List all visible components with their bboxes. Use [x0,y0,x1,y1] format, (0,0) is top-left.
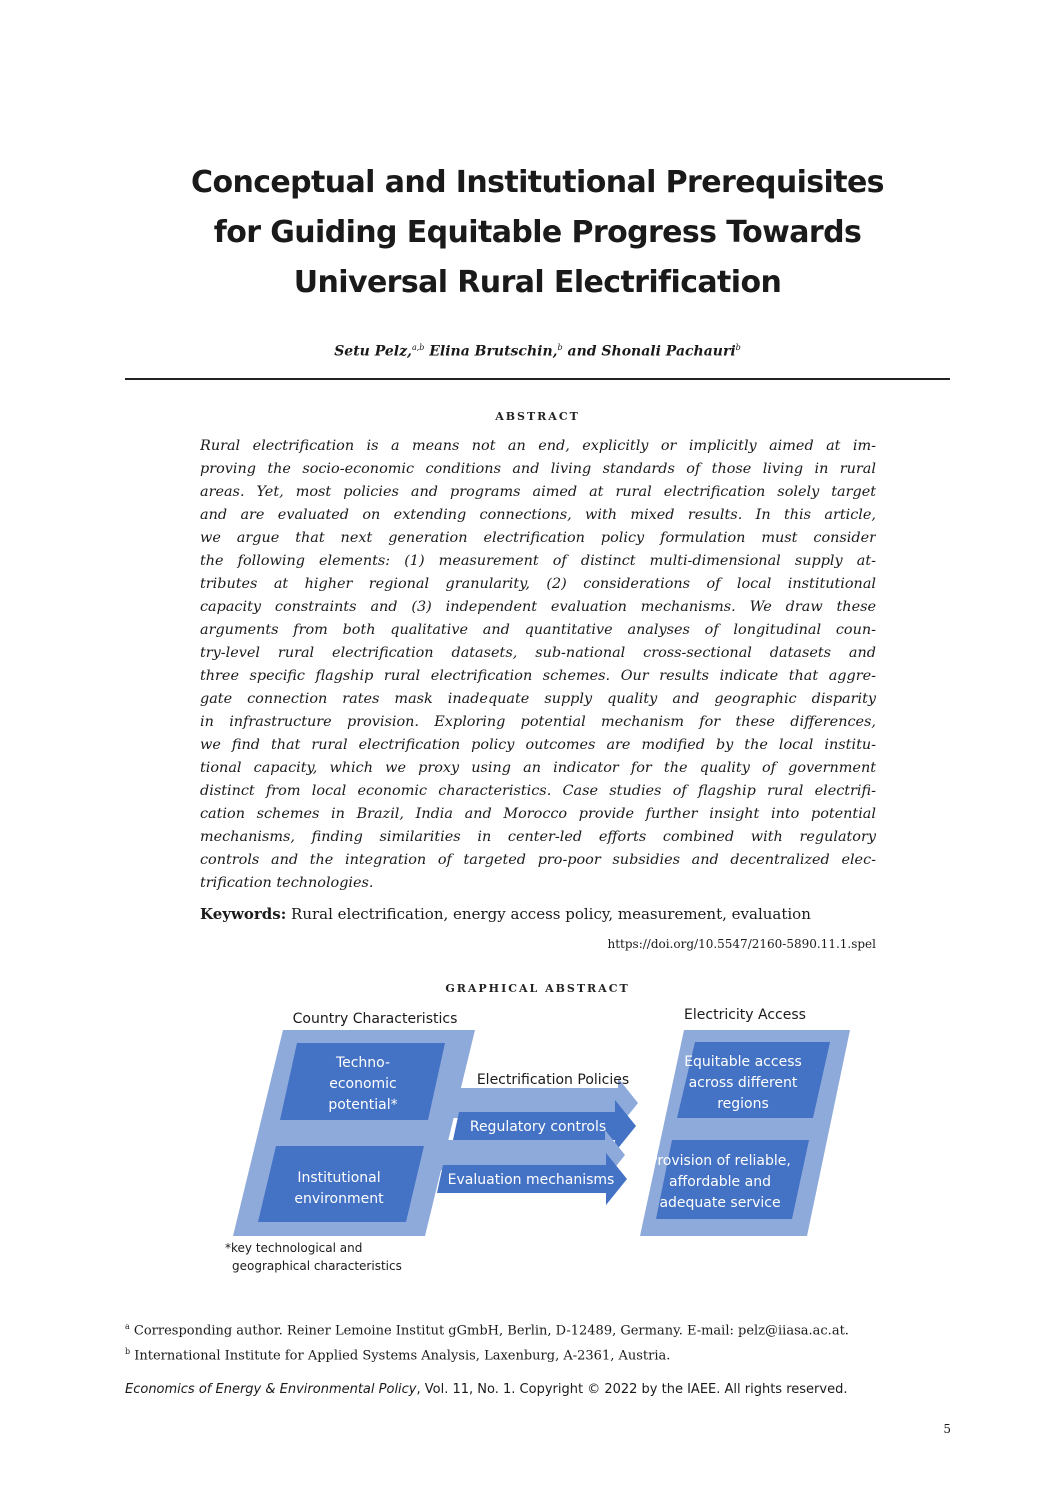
techno-line-1: Techno- [335,1055,391,1071]
journal-citation [125,1382,847,1397]
author-3: and Shonali Pachauri [562,343,736,360]
middle-title: Electrification Policies [476,1072,630,1088]
keywords-label: Keywords: [200,905,287,923]
abstract-line: areas. Yet, most policies and programs aimed at rural electrification solely target [200,484,876,500]
abstract-line: try-level rural electrification datasets, sub-national cross-sectional datasets and [200,645,876,661]
abstract-line: we argue that next generation electrification policy formulation must consider [200,530,876,546]
abstract-line: Rural electrification is a means not an end, explicitly or implicitly aimed at im- [200,438,876,454]
institutional-line-2: environment [294,1191,384,1207]
provision-line-2: affordable and [669,1174,771,1190]
abstract-body [200,435,876,895]
author-list [125,343,950,360]
equitable-line-1: Equitable access [684,1054,802,1070]
abstract-line: tributes at higher regional granularity, (2) considerations of local institutional [200,576,876,592]
abstract-line: the following elements: (1) measurement of distinct multi-dimensional supply at- [200,553,876,569]
author-2: Elina Brutschin, [424,343,558,360]
title-line-1: Conceptual and Institutional Prerequisites [191,165,884,200]
abstract-line: gate connection rates mask inadequate supply quality and geographic disparity [200,691,876,707]
abstract-line: cation schemes in Brazil, India and Morocco provide further insight into potential [200,806,876,822]
diagram-footnote-line-1: *key technological and [225,1241,363,1255]
footnote-a [125,1316,849,1341]
abstract-line: proving the socio-economic conditions and living standards of those living in rural [200,461,876,477]
abstract-line: distinct from local economic characteristics. Case studies of flagship rural electrifi- [200,783,876,799]
footnote-b [125,1341,849,1366]
abstract-line: we find that rural electrification policy outcomes are modified by the local institu- [200,737,876,753]
evaluation-label: Evaluation mechanisms [447,1172,615,1188]
provision-line-1: Provision of reliable, [649,1153,791,1169]
footnote-a-marker: a [125,1322,130,1331]
abstract-line: controls and the integration of targeted pro-poor subsidies and decentralized elec- [200,852,876,868]
institutional-line-1: Institutional [297,1170,381,1186]
keywords-text: Rural electrification, energy access policy, measurement, evaluation [286,905,811,923]
journal-details: , Vol. 11, No. 1. Copyright © 2022 by the IAEE. All rights reserved. [416,1382,848,1397]
abstract-line: mechanisms, finding similarities in center-led efforts combined with regulatory [200,829,876,845]
abstract-line: three specific flagship rural electrification schemes. Our results indicate that aggre- [200,668,876,684]
footnote-b-marker: b [125,1347,131,1357]
equitable-line-2: across different [688,1075,798,1091]
regulatory-label: Regulatory controls [469,1119,607,1135]
title-divider [125,378,950,380]
graphical-abstract-heading: GRAPHICAL ABSTRACT [445,982,630,995]
equitable-line-3: regions [717,1096,769,1112]
abstract-line: tional capacity, which we proxy using an indicator for the quality of government [200,760,876,776]
footnote-a-text: Corresponding author. Reiner Lemoine Institut gGmbH, Berlin, D-12489, Germany. E-mail: pelz@iiasa.ac.at. [129,1323,849,1339]
footnote-b-text: International Institute for Applied Systems Analysis, Laxenburg, A-2361, Austria. [130,1348,671,1364]
techno-line-3: potential* [328,1097,398,1113]
abstract-line: and are evaluated on extending connections, with mixed results. In this article, [200,507,876,523]
abstract-line: arguments from both qualitative and quantitative analyses of longitudinal coun- [200,622,876,638]
author-1-affiliation: a,b [411,343,425,352]
title-line-3: Universal Rural Electrification [293,265,782,300]
footnotes [125,1316,849,1367]
left-panel-title: Country Characteristics [292,1011,458,1027]
abstract-heading: ABSTRACT [495,410,580,423]
graphical-abstract-diagram [220,1000,860,1285]
doi-link[interactable]: https://doi.org/10.5547/2160-5890.11.1.spel [607,937,876,951]
title-line-2: for Guiding Equitable Progress Towards [213,215,862,250]
keywords [200,905,811,923]
abstract-line: capacity constraints and (3) independent evaluation mechanisms. We draw these [200,599,876,615]
author-3-affiliation: b [735,343,741,352]
paper-title [150,158,925,308]
journal-name: Economics of Energy & Environmental Policy [125,1382,417,1397]
abstract-line: trification technologies. [200,875,374,891]
diagram-footnote-line-2: geographical characteristics [232,1259,402,1273]
provision-line-3: adequate service [659,1195,781,1211]
author-1: Setu Pelz, [334,343,412,360]
page-number: 5 [943,1422,951,1436]
right-panel-title: Electricity Access [684,1007,806,1023]
abstract-line: in infrastructure provision. Exploring potential mechanism for these differences, [200,714,876,730]
techno-line-2: economic [329,1076,397,1092]
author-2-affiliation: b [557,343,563,352]
